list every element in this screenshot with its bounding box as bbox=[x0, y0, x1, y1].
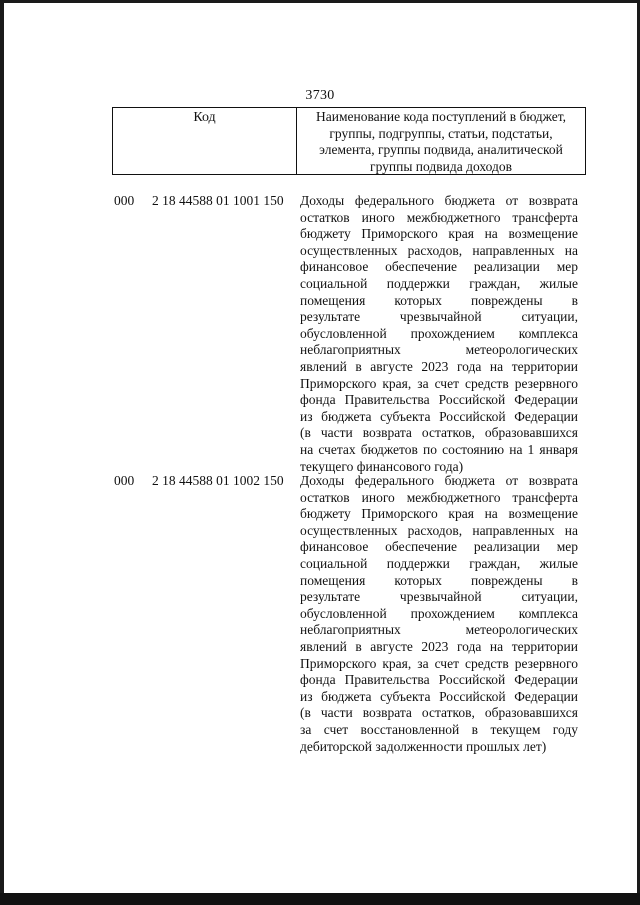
income-description bbox=[300, 193, 578, 475]
description-line: фонда Правительства Российской Федерации bbox=[300, 392, 578, 408]
description-line: бюджету Приморского края на возмещение bbox=[300, 226, 578, 242]
table-row bbox=[112, 193, 586, 475]
description-line: результате чрезвычайной ситуации, bbox=[300, 309, 578, 325]
page-number: 3730 bbox=[305, 88, 335, 103]
description-line: Доходы федерального бюджета от возврата bbox=[300, 473, 578, 488]
description-line: социальной поддержки граждан, жилые bbox=[300, 275, 578, 291]
table-row bbox=[112, 473, 586, 755]
description-line: финансовое обеспечение реализации мер bbox=[300, 259, 578, 275]
description-line: явлений в августе 2023 года на территории bbox=[300, 358, 578, 374]
header-name-line: элемента, группы подвида, аналитической bbox=[319, 142, 563, 157]
description-line: за счет восстановленной в текущем году bbox=[300, 721, 578, 737]
description-line: результате чрезвычайной ситуации, bbox=[300, 589, 578, 605]
description-line: на счетах бюджетов по состоянию на 1 января bbox=[300, 441, 578, 457]
description-line: фонда Правительства Российской Федерации bbox=[300, 672, 578, 688]
description-line: остатков иного межбюджетного трансферта bbox=[300, 209, 578, 225]
description-line: из бюджета субъекта Российской Федерации bbox=[300, 408, 578, 424]
scan-border-top bbox=[0, 0, 640, 3]
scan-border-bottom bbox=[0, 893, 640, 905]
income-description bbox=[300, 473, 578, 755]
description-line: осуществленных расходов, направленных на bbox=[300, 522, 578, 538]
header-name-cell bbox=[297, 108, 585, 174]
description-line: помещения которых повреждены в bbox=[300, 292, 578, 308]
scan-border-left bbox=[0, 0, 4, 905]
description-line: Приморского края, за счет средств резервного bbox=[300, 375, 578, 391]
header-name-line: группы, подгруппы, статьи, подстатьи, bbox=[329, 125, 553, 141]
header-name-line: Наименование кода поступлений в бюджет, bbox=[315, 109, 566, 124]
header-name-line: группы подвида доходов bbox=[370, 158, 512, 174]
description-line: (в части возврата остатков, образовавшихся bbox=[300, 425, 578, 441]
description-line: текущего финансового года) bbox=[300, 458, 464, 474]
description-line: обусловленной прохождением комплекса bbox=[300, 605, 578, 621]
description-line: остатков иного межбюджетного трансферта bbox=[300, 489, 578, 505]
description-line: Доходы федерального бюджета от возврата bbox=[300, 193, 578, 208]
description-line: бюджету Приморского края на возмещение bbox=[300, 506, 578, 522]
description-line: (в части возврата остатков, образовавшихся bbox=[300, 705, 578, 721]
description-line: помещения которых повреждены в bbox=[300, 572, 578, 588]
description-line: осуществленных расходов, направленных на bbox=[300, 242, 578, 258]
description-line: обусловленной прохождением комплекса bbox=[300, 325, 578, 341]
description-line: социальной поддержки граждан, жилые bbox=[300, 555, 578, 571]
header-code-cell: Код bbox=[113, 108, 297, 174]
description-line: явлений в августе 2023 года на территории bbox=[300, 638, 578, 654]
income-code: 2 18 44588 01 1001 150 bbox=[152, 193, 284, 208]
admin-code: 000 bbox=[114, 193, 135, 208]
description-line: неблагоприятных метеорологических bbox=[300, 342, 578, 358]
description-line: неблагоприятных метеорологических bbox=[300, 622, 578, 638]
table-header bbox=[112, 107, 586, 175]
description-line: Приморского края, за счет средств резервного bbox=[300, 655, 578, 671]
description-line: из бюджета субъекта Российской Федерации bbox=[300, 688, 578, 704]
description-line: финансовое обеспечение реализации мер bbox=[300, 539, 578, 555]
income-code: 2 18 44588 01 1002 150 bbox=[152, 473, 284, 488]
admin-code: 000 bbox=[114, 473, 135, 488]
description-line: дебиторской задолженности прошлых лет) bbox=[300, 738, 547, 754]
